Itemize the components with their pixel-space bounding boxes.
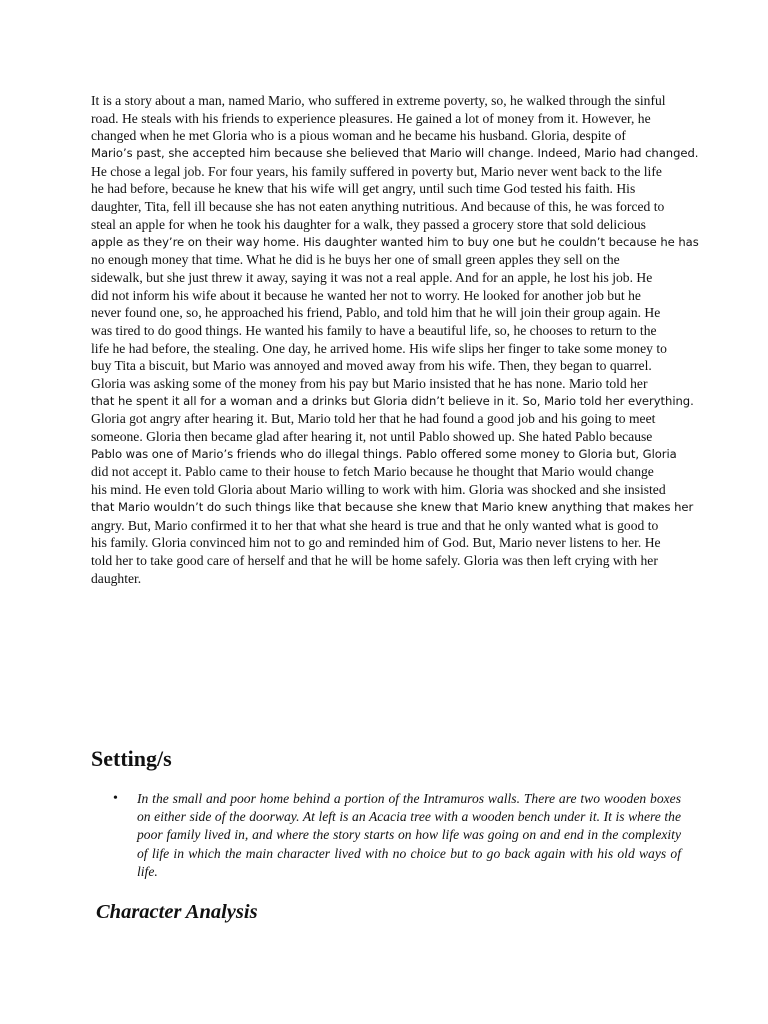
story-line: life he had before, the stealing. One day, he arrived home. His wife slips her finger to take some money to — [91, 340, 667, 356]
story-line: told her to take good care of herself and that he will be home safely. Gloria was then left crying with her — [91, 552, 658, 568]
story-line: angry. But, Mario confirmed it to her that what she heard is true and that he only wanted what is good to — [91, 517, 659, 533]
story-line: that Mario wouldn’t do such things like that because she knew that Mario knew anything that makes her — [91, 499, 694, 514]
story-line: no enough money that time. What he did is he buys her one of small green apples they sell on the — [91, 252, 620, 268]
story-line: He chose a legal job. For four years, his family suffered in poverty but, Mario never went back to the life — [91, 163, 662, 179]
story-line: apple as they’re on their way home. His daughter wanted him to buy one but he couldn’t because he has — [91, 234, 699, 249]
character-analysis-heading: Character Analysis — [96, 901, 258, 923]
story-line: road. He steals with his friends to experience pleasures. He gained a lot of money from it. However, he — [91, 110, 651, 126]
story-line: did not accept it. Pablo came to their house to fetch Mario because he thought that Mario would change — [91, 464, 654, 480]
setting-description: In the small and poor home behind a portion of the Intramuros walls. There are two wooden boxes on either side of the doorway. At left is an Acacia tree with a wooden bench under it. It is where the poor family lived in, and where the story starts on how life was going on and end in the complexity of life in which the main character lived with no choice but to go back again with his old ways of life. — [137, 791, 681, 879]
story-summary-paragraph — [91, 92, 699, 587]
story-line: daughter, Tita, fell ill because she has not eaten anything nutritious. And because of this, he was forced to — [91, 199, 665, 215]
story-line: Gloria got angry after hearing it. But, Mario told her that he had found a good job and his going to meet — [91, 411, 656, 427]
story-line: It is a story about a man, named Mario, who suffered in extreme poverty, so, he walked through the sinful — [91, 93, 666, 108]
story-line: Mario’s past, she accepted him because she believed that Mario will change. Indeed, Mario had changed. — [91, 146, 699, 161]
story-line: his mind. He even told Gloria about Mario willing to work with him. Gloria was shocked and she insisted — [91, 482, 666, 498]
story-line: Pablo was one of Mario’s friends who do illegal things. Pablo offered some money to Gloria but, Gloria — [91, 446, 677, 461]
story-line: his family. Gloria convinced him not to go and reminded him of God. But, Mario never listens to her. He — [91, 535, 661, 551]
story-line: that he spent it all for a woman and a drinks but Gloria didn’t believe in it. So, Mario told her everything. — [91, 393, 694, 408]
story-line: sidewalk, but she just threw it away, saying it was not a real apple. And for an apple, he lost his job. He — [91, 269, 653, 285]
story-line: Gloria was asking some of the money from his pay but Mario insisted that he has none. Mario told her — [91, 376, 648, 391]
story-line: changed when he met Gloria who is a pious woman and he became his husband. Gloria, despite of — [91, 128, 626, 144]
story-line: someone. Gloria then became glad after hearing it, not until Pablo showed up. She hated Pablo because — [91, 429, 653, 445]
story-line: he had before, because he knew that his wife will get angry, until such time God tested his faith. His — [91, 181, 636, 197]
story-line: was tired to do good things. He wanted his family to have a beautiful life, so, he chooses to return to the — [91, 322, 657, 338]
setting-bullet-list — [91, 790, 691, 881]
setting-heading: Setting/s — [91, 746, 172, 771]
story-line: never found one, so, he approached his friend, Pablo, and told him that he will join their group again. He — [91, 305, 661, 321]
story-line: buy Tita a biscuit, but Mario was annoyed and moved away from his wife. Then, they began to quarrel. — [91, 358, 652, 374]
story-line: steal an apple for when he took his daughter for a walk, they passed a grocery store that sold delicious — [91, 216, 646, 232]
story-line: did not inform his wife about it because he wanted her not to worry. He looked for another job but he — [91, 287, 641, 303]
bullet-icon: • — [113, 791, 118, 806]
story-line: daughter. — [91, 570, 142, 586]
setting-bullet-item — [91, 790, 681, 881]
